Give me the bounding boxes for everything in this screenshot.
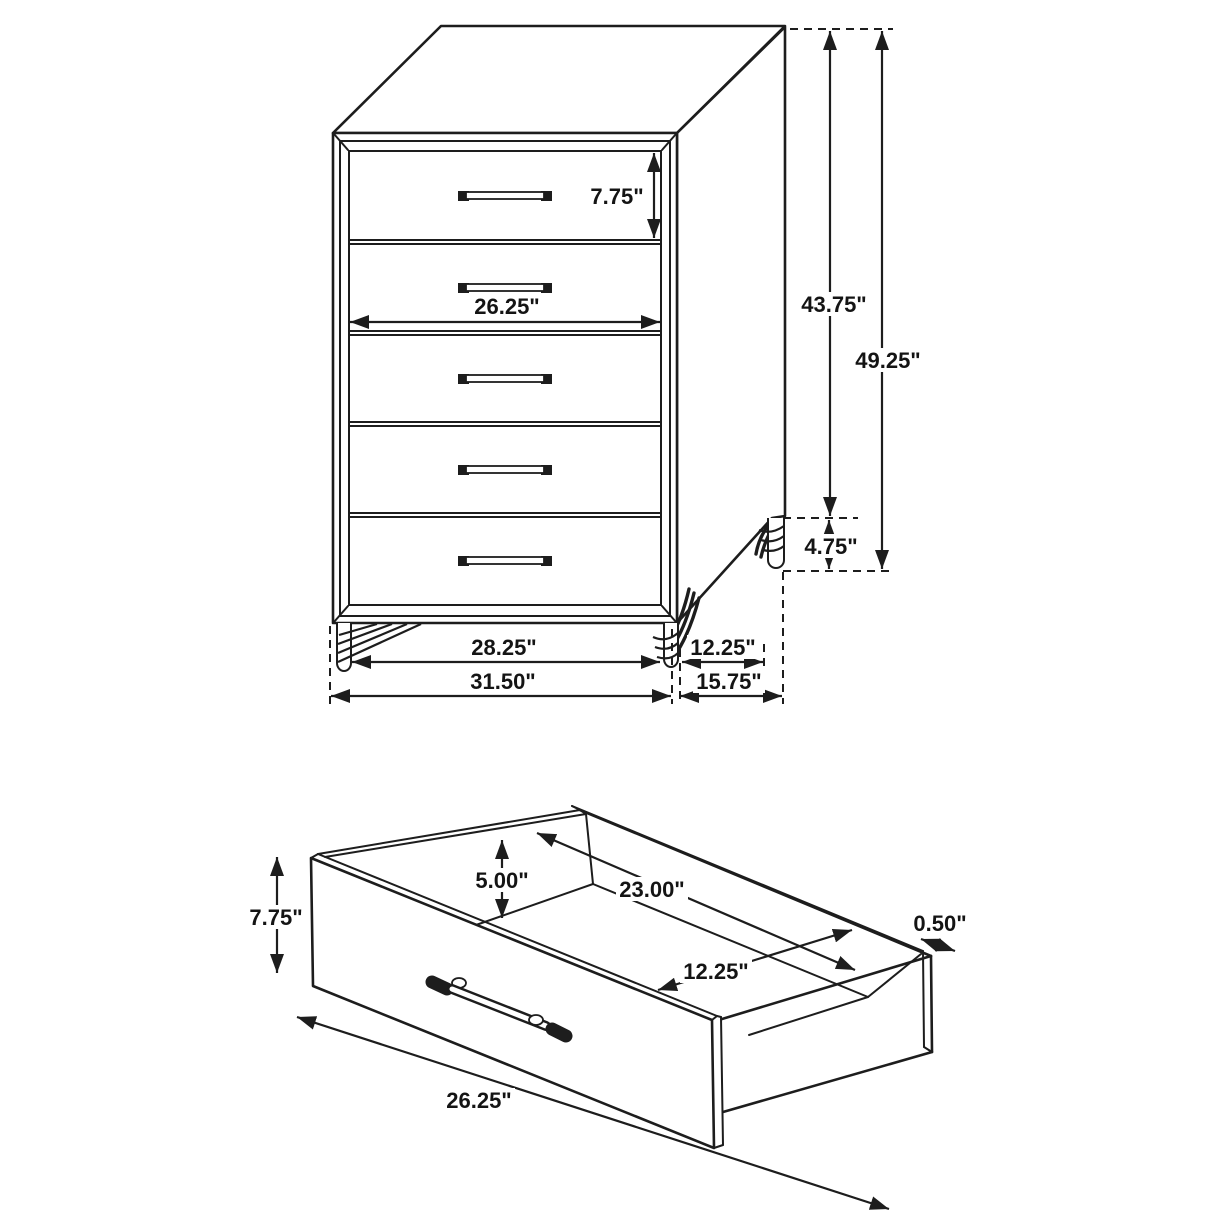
dim-label-drawer-width: [471, 294, 543, 319]
dim-label-between-legs-width: [468, 635, 540, 660]
drawer-handle: [458, 556, 552, 566]
dim-label-panel-thickness: [909, 911, 971, 936]
drawer-view: [247, 806, 971, 1209]
dim-panel-thickness-arrow: [921, 939, 955, 951]
dim-interior-length-arrow: [537, 833, 855, 970]
drawer-handle: [458, 283, 552, 293]
svg-text:28.25": 28.25": [471, 635, 537, 660]
dim-label-case-height: [798, 292, 870, 317]
dim-label-interior-width: [680, 959, 752, 984]
svg-text:26.25": 26.25": [446, 1088, 512, 1113]
dim-label-interior-length: [616, 877, 688, 902]
drawer-handle: [458, 191, 552, 201]
svg-text:26.25": 26.25": [474, 294, 540, 319]
svg-text:7.75": 7.75": [590, 184, 644, 209]
svg-text:5.00": 5.00": [475, 868, 529, 893]
drawer-handle: [458, 465, 552, 475]
drawer-handle: [458, 374, 552, 384]
svg-text:4.75": 4.75": [804, 534, 858, 559]
dim-label-drawer-height: [588, 184, 646, 209]
svg-text:49.25": 49.25": [855, 348, 921, 373]
svg-text:12.25": 12.25": [683, 959, 749, 984]
dim-label-total-height: [852, 348, 924, 373]
dim-label-overall-depth: [693, 669, 765, 694]
svg-text:15.75": 15.75": [696, 669, 762, 694]
dim-label-leg-height: [802, 534, 860, 559]
svg-text:12.25": 12.25": [690, 635, 756, 660]
dim-label-overall-width: [467, 669, 539, 694]
dim-label-front-height: [247, 905, 305, 930]
svg-text:31.50": 31.50": [470, 669, 536, 694]
svg-text:7.75": 7.75": [249, 905, 303, 930]
svg-text:23.00": 23.00": [619, 877, 685, 902]
svg-text:0.50": 0.50": [913, 911, 967, 936]
dim-label-interior-depth: [471, 868, 533, 893]
dim-label-between-legs-depth: [687, 635, 759, 660]
front-left-leg: [337, 623, 421, 671]
svg-text:43.75": 43.75": [801, 292, 867, 317]
dim-label-front-width: [443, 1088, 515, 1113]
chest-view: [330, 26, 924, 704]
